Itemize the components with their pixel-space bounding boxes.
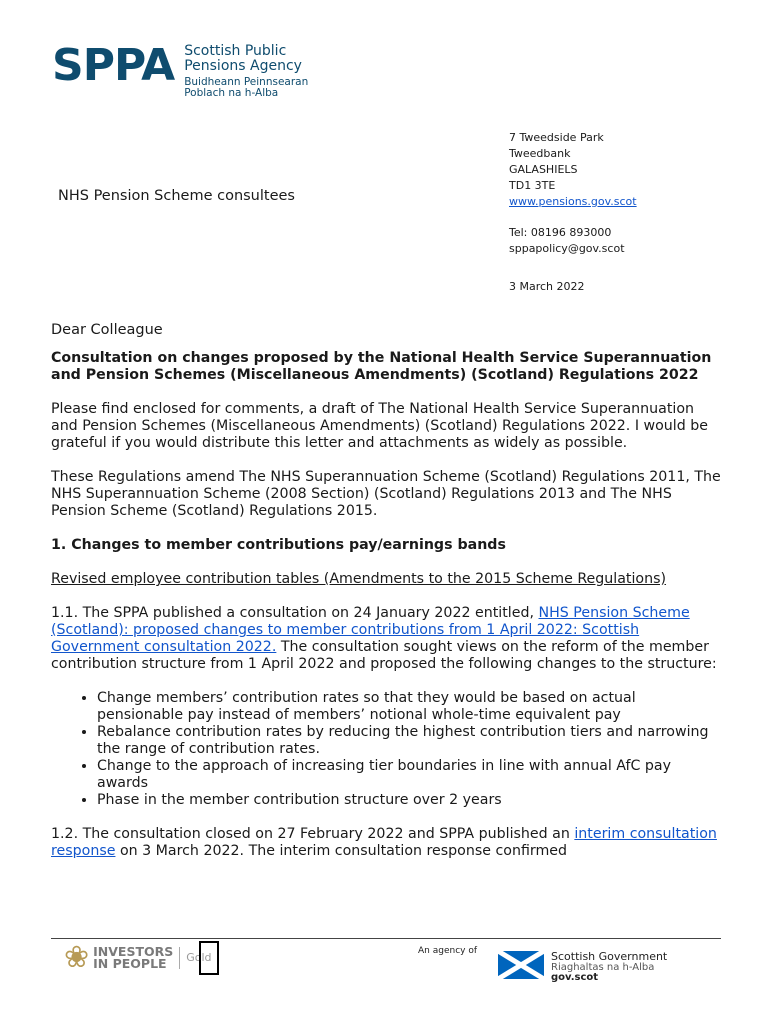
- logo-text: [184, 44, 308, 99]
- address-line3: GALASHIELS: [509, 163, 578, 176]
- p12-text-end: on 3 March 2022. The interim consultation response confirmed: [115, 843, 568, 859]
- paragraph-intro: Please find enclosed for comments, a draft of The National Health Service Superannuation and Pension Schemes (Miscellaneous Amendments) (Scotland) Regulations 2022. I would be grateful if you would distribute this letter and attachments as widely as possible.: [51, 401, 708, 451]
- logo-mark: SPPA: [52, 40, 175, 91]
- paragraph-1-2: [51, 826, 721, 860]
- scottish-government-logo: [551, 951, 667, 983]
- sg-url: gov.scot: [551, 972, 599, 983]
- agency-of-label: An agency of: [418, 946, 478, 956]
- subject-heading: Consultation on changes proposed by the National Health Service Superannuation and Pension Schemes (Miscellaneous Amendments) (Scotland) Regulations 2022: [51, 350, 712, 383]
- address-line1: 7 Tweedside Park: [509, 131, 604, 144]
- logo-english-line1: Scottish Public: [184, 43, 287, 59]
- iip-line1: INVESTORS: [93, 944, 174, 959]
- list-item: • Rebalance contribution rates by reducing the highest contribution tiers and narrowing the range of contribution rates.: [97, 724, 721, 758]
- p11-text-end: The consultation sought views on the reform of the member contribution structure from 1 April 2022 and proposed the following changes to the structure:: [51, 639, 717, 672]
- footer-divider: [51, 938, 721, 939]
- list-item: • Change to the approach of increasing tier boundaries in line with annual AfC pay awards: [97, 758, 721, 792]
- section-1-heading: 1. Changes to member contributions pay/earnings bands: [51, 537, 506, 553]
- interim-response-link[interactable]: interim consultation response: [51, 826, 717, 859]
- sender-address: [509, 130, 637, 295]
- salutation: Dear Colleague: [51, 322, 163, 338]
- logo-gaelic-line2: Poblach na h-Alba: [184, 87, 279, 99]
- paragraph-amendments: These Regulations amend The NHS Superannuation Scheme (Scotland) Regulations 2011, The NHS Superannuation Scheme (2008 Section) (Scotland) Regulations 2013 and The NHS Pension Scheme (Scotland) Regulations 2015.: [51, 469, 721, 519]
- logo-english-line2: Pensions Agency: [184, 58, 302, 74]
- sppa-logo: [52, 40, 309, 99]
- iip-line2: IN PEOPLE: [93, 956, 167, 971]
- logo-gaelic-line1: Buidheann Peinnsearan: [184, 76, 309, 88]
- consultation-link[interactable]: NHS Pension Scheme (Scotland): proposed changes to member contributions from 1 April 2022: Scottish Government consultation 2022.: [51, 605, 690, 655]
- section-subheading: Revised employee contribution tables (Amendments to the 2015 Scheme Regulations): [51, 571, 667, 587]
- p12-text-start: 1.2. The consultation closed on 27 February 2022 and SPPA published an: [51, 826, 575, 842]
- laurel-icon: ❀: [64, 940, 90, 975]
- list-item: • Phase in the member contribution structure over 2 years: [97, 792, 721, 809]
- paragraph-1-1: [51, 605, 721, 673]
- letter-body: [51, 322, 721, 860]
- iip-level: Gold: [179, 947, 211, 969]
- placeholder-box-icon: [199, 941, 219, 975]
- recipient: NHS Pension Scheme consultees: [58, 188, 295, 204]
- sg-gaelic: Riaghaltas na h-Alba: [551, 962, 655, 973]
- address-line2: Tweedbank: [509, 147, 571, 160]
- website-link[interactable]: www.pensions.gov.scot: [509, 195, 637, 208]
- list-item: • Change members’ contribution rates so that they would be based on actual pensionable pay instead of members’ notional whole-time equivalent pay: [97, 690, 721, 724]
- address-line4: TD1 3TE: [509, 179, 556, 192]
- letter-date: 3 March 2022: [509, 280, 585, 293]
- telephone: Tel: 08196 893000: [509, 226, 612, 239]
- changes-list: [51, 690, 721, 809]
- email: sppapolicy@gov.scot: [509, 242, 625, 255]
- investors-in-people-logo: [64, 940, 212, 975]
- sg-english: Scottish Government: [551, 950, 668, 963]
- p11-text-start: 1.1. The SPPA published a consultation on 24 January 2022 entitled,: [51, 605, 539, 621]
- saltire-flag-icon: [498, 951, 544, 979]
